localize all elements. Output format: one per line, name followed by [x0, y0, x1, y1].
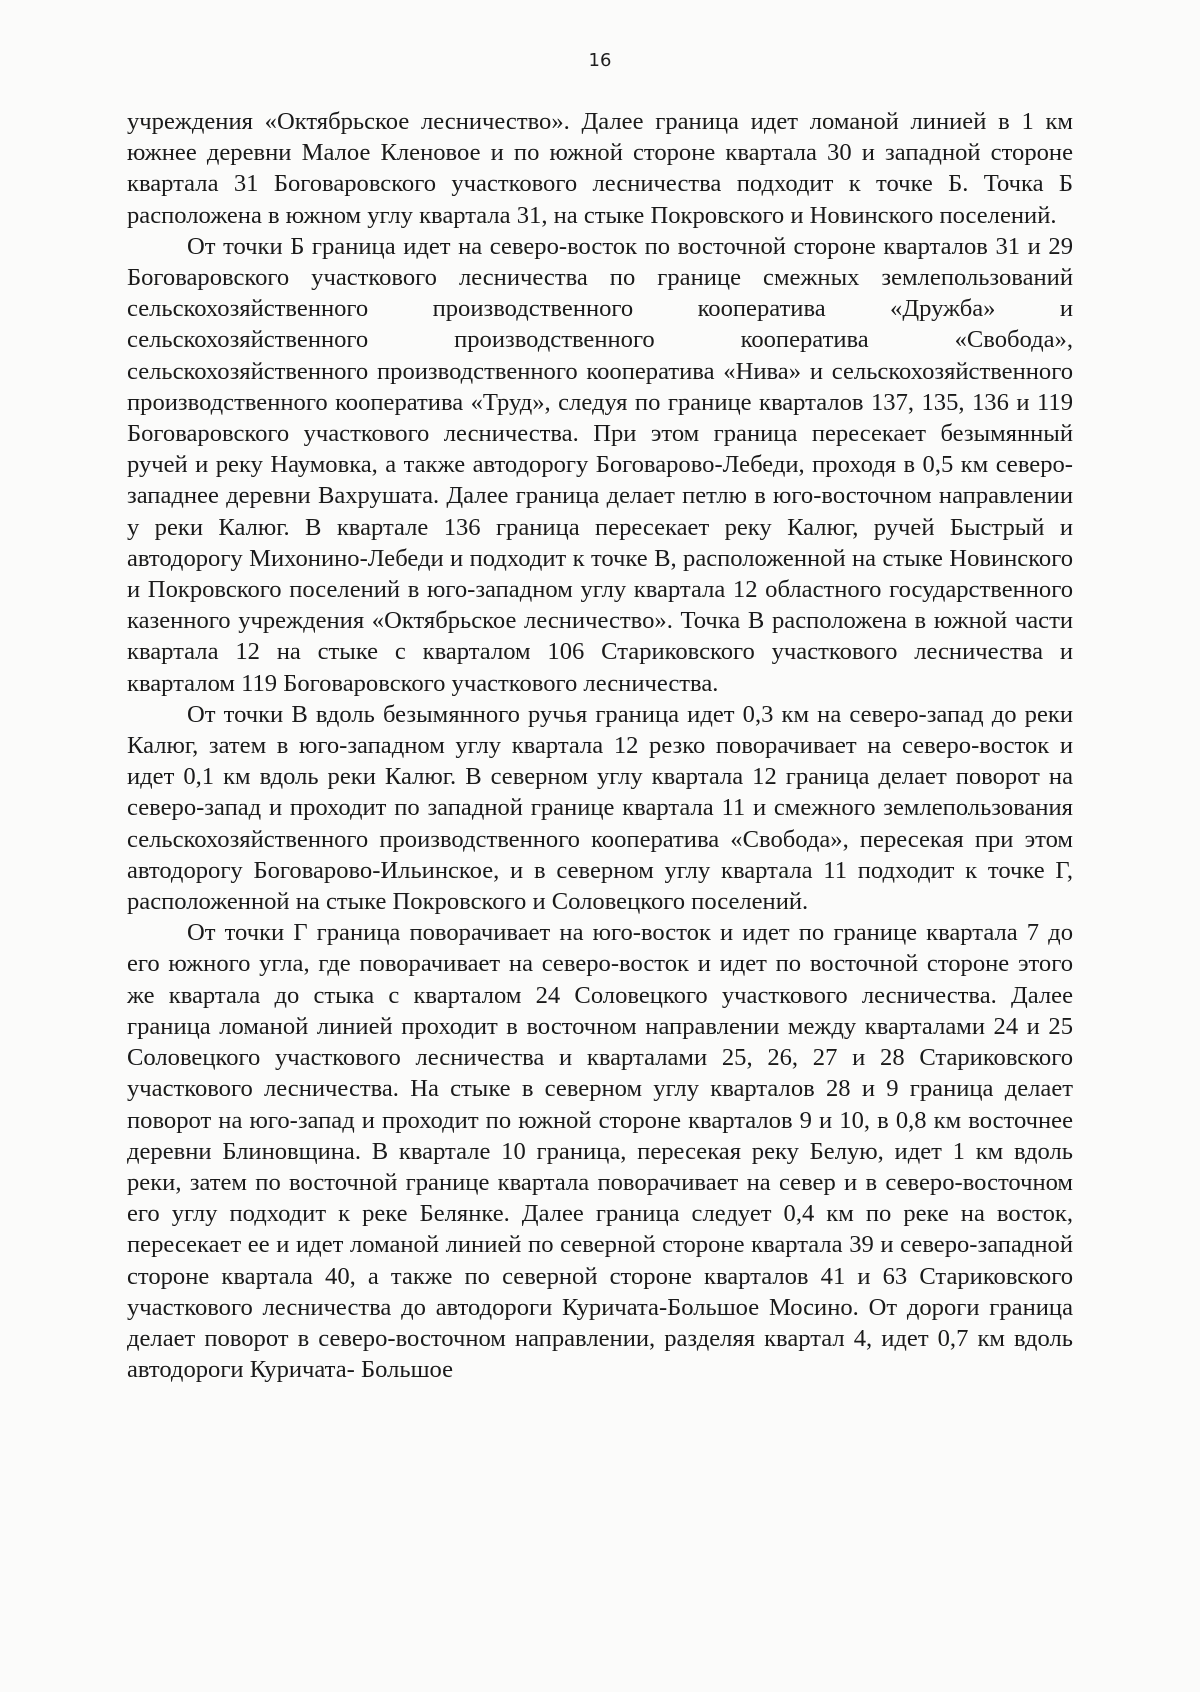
- paragraph-1: учреждения «Октябрьское лесничество». Далее граница идет ломаной линией в 1 км южнее деревни Малое Кленовое и по южной стороне квартала 30 и западной стороне квартала 31 Боговаровского участкового лесничества подходит к точке Б. Точка Б расположена в южном углу квартала 31, на стыке Покровского и Новинского поселений.: [127, 108, 1073, 229]
- document-body: [127, 106, 1073, 1385]
- paragraph-2: От точки Б граница идет на северо-восток по восточной стороне кварталов 31 и 29 Боговаровского участкового лесничества по границе смежных землепользований сельскохозяйственного производственного кооператива «Дружба» и сельскохозяйственного производственного кооператива «Свобода», сельскохозяйственного производственного кооператива «Нива» и сельскохозяйственного производственного кооператива «Труд», следуя по границе кварталов 137, 135, 136 и 119 Боговаровского участкового лесничества. При этом граница пересекает безымянный ручей и реку Наумовка, а также автодорогу Боговарово-Лебеди, проходя в 0,5 км северо-западнее деревни Вахрушата. Далее граница делает петлю в юго-восточном направлении у реки Калюг. В квартале 136 граница пересекает реку Калюг, ручей Быстрый и автодорогу Михонино-Лебеди и подходит к точке В, расположенной на стыке Новинского и Покровского поселений в юго-западном углу квартала 12 областного государственного казенного учреждения «Октябрьское лесничество». Точка В расположена в южной части квартала 12 на стыке с кварталом 106 Стариковского участкового лесничества и кварталом 119 Боговаровского участкового лесничества.: [127, 232, 1073, 697]
- paragraph-3: От точки В вдоль безымянного ручья граница идет 0,3 км на северо-запад до реки Калюг, затем в юго-западном углу квартала 12 резко поворачивает на северо-восток и идет 0,1 км вдоль реки Калюг. В северном углу квартала 12 граница делает поворот на северо-запад и проходит по западной границе квартала 11 и смежного землепользования сельскохозяйственного производственного кооператива «Свобода», пересекая при этом автодорогу Боговарово-Ильинское, и в северном углу квартала 11 подходит к точке Г, расположенной на стыке Покровского и Соловецкого поселений.: [127, 700, 1073, 916]
- page-number: 16: [588, 50, 612, 71]
- paragraph-4: От точки Г граница поворачивает на юго-восток и идет по границе квартала 7 до его южного угла, где поворачивает на северо-восток и идет по восточной стороне этого же квартала до стыка с кварталом 24 Соловецкого участкового лесничества. Далее граница ломаной линией проходит в восточном направлении между кварталами 24 и 25 Соловецкого участкового лесничества и кварталами 25, 26, 27 и 28 Стариковского участкового лесничества. На стыке в северном углу кварталов 28 и 9 граница делает поворот на юго-запад и проходит по южной стороне кварталов 9 и 10, в 0,8 км восточнее деревни Блиновщина. В квартале 10 граница, пересекая реку Белую, идет 1 км вдоль реки, затем по восточной границе квартала поворачивает на север и в северо-восточном его углу подходит к реке Белянке. Далее граница следует 0,4 км по реке на восток, пересекает ее и идет ломаной линией по северной стороне квартала 39 и северо-западной стороне квартала 40, а также по северной стороне кварталов 41 и 63 Стариковского участкового лесничества до автодороги Куричата-Большое Мосино. От дороги граница делает поворот в северо-восточном направлении, разделяя квартал 4, идет 0,7 км вдоль автодороги Куричата- Большое: [127, 919, 1073, 1384]
